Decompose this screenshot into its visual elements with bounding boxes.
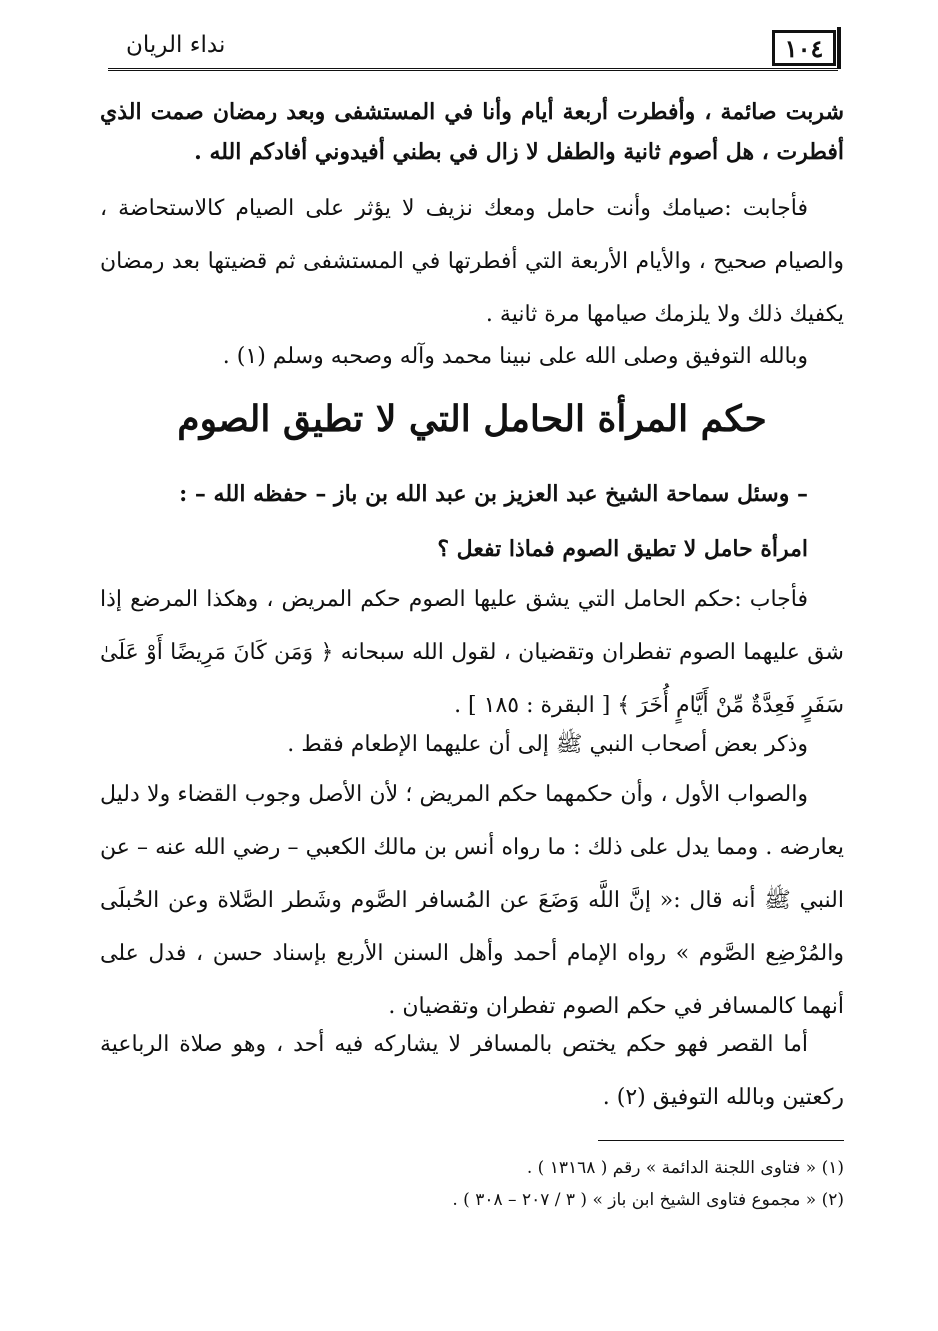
closing-paragraph [100, 330, 844, 383]
question-paragraph [100, 92, 844, 172]
paragraph-text: وذكر بعض أصحاب النبي ﷺ إلى أن عليهما الإطعام فقط . [287, 732, 808, 757]
footnote: (٢) « مجموع فتاوى الشيخ ابن باز » ( ٣ / ٢٠٧ – ٣٠٨ ) . [452, 1190, 844, 1210]
page-number: ١٠٤ [772, 30, 836, 66]
paragraph-text: أما القصر فهو حكم يختص بالمسافر لا يشاركه فيه أحد ، وهو صلاة الرباعية ركعتين وبالله التوفيق (٢) . [100, 1032, 844, 1110]
qasr-paragraph [100, 1018, 844, 1124]
correct-view-paragraph [100, 768, 844, 1033]
answer-paragraph [100, 182, 844, 341]
section-heading: حكم المرأة الحامل التي لا تطيق الصوم [177, 398, 767, 440]
header-rule [108, 68, 838, 71]
paragraph-text: شربت صائمة ، وأفطرت أربعة أيام وأنا في المستشفى وبعد رمضان صمت الذي أفطرت ، هل أصوم ثانية والطفل لا زال في بطني أفيدوني أفادكم الله . [100, 99, 844, 165]
question-line [100, 523, 844, 576]
paragraph-text: فأجاب :حكم الحامل التي يشق عليها الصوم حكم المريض ، وهكذا المرضع إذا شق عليهما الصوم تفطران وتقضيان ، لقول الله سبحانه ﴿ وَمَن كَانَ مَرِيضًا أَوْ عَلَىٰ سَفَرٍ فَعِدَّةٌ مِّنْ أَيَّامٍ أُخَرَ ﴾ [ البقرة : ١٨٥ ] . [100, 587, 844, 718]
paragraph-text: وبالله التوفيق وصلى الله على نبينا محمد وآله وصحبه وسلم (١) . [222, 344, 808, 369]
paragraph-text: فأجابت :صيامك وأنت حامل ومعك نزيف لا يؤثر على الصيام كالاستحاضة ، والصيام صحيح ، والأيام الأربعة التي أفطرتها في المستشفى ثم قضيتها بعد رمضان يكفيك ذلك ولا يلزمك صيامها مرة ثانية . [100, 196, 844, 327]
footnote-rule [598, 1140, 844, 1141]
footnote: (١) « فتاوى اللجنة الدائمة » رقم ( ١٣١٦٨ ) . [526, 1158, 844, 1178]
answer-paragraph [100, 573, 844, 732]
page-header [96, 22, 842, 72]
paragraph-text: والصواب الأول ، وأن حكمهما حكم المريض ؛ لأن الأصل وجوب القضاء ولا دليل يعارضه . ومما يدل على ذلك : ما رواه أنس بن مالك الكعبي – رضي الله عنه – عن النبي ﷺ أنه قال :« إنَّ اللَّه وَضَعَ عن المُسافر الصَّوم وشَطر الصَّلاة وعن الحُبلَى والمُرْضِع الصَّوم » رواه الإمام أحمد وأهل السنن الأربع بإسناد حسن ، فدل على أنهما كالمسافر في حكم الصوم تفطران وتقضيان . [100, 782, 844, 1019]
footnotes [100, 1152, 844, 1216]
running-title: نداء الريان [126, 32, 226, 58]
paragraph-text: امرأة حامل لا تطيق الصوم فماذا تفعل ؟ [437, 536, 808, 562]
asked-line [100, 468, 844, 521]
mention-paragraph [100, 718, 844, 771]
paragraph-text: – وسئل سماحة الشيخ عبد العزيز بن عبد الله بن باز – حفظه الله – : [179, 481, 808, 507]
